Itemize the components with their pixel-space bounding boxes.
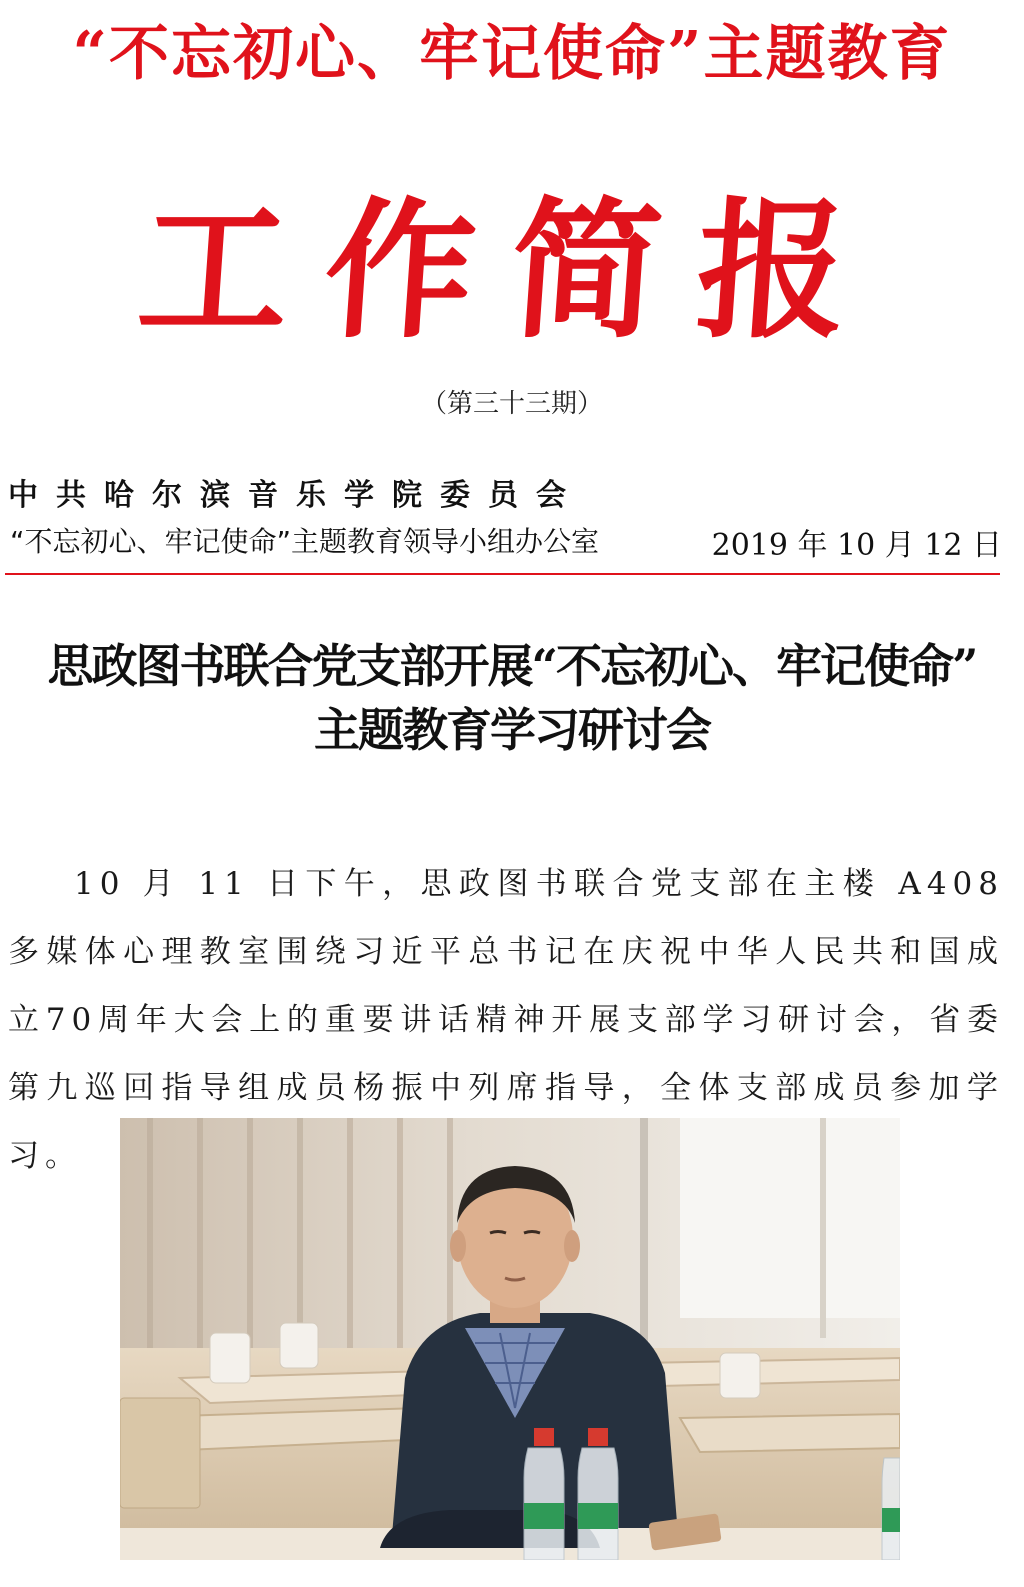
water-bottle: [578, 1428, 618, 1560]
topic-banner: “不忘初心、牢记使命”主题教育: [72, 19, 952, 89]
article-photo: [120, 1118, 900, 1560]
masthead-title: 工作简报: [132, 183, 890, 359]
issue-date: 2019 年 10 月 12 日: [711, 528, 1002, 563]
issuer-organization: 中共哈尔滨音乐学院委员会: [8, 478, 584, 513]
headline-line-2: 主题教育学习研讨会: [314, 703, 710, 757]
water-bottle: [524, 1428, 564, 1560]
headline-line-1: 思政图书联合党支部开展“不忘初心、牢记使命”: [47, 639, 977, 693]
issue-number: （第三十三期）: [420, 389, 603, 419]
water-bottle: [882, 1458, 900, 1560]
article-paragraph: 10 月 11 日下午，思政图书联合党支部在主楼 A408 多媒体心理教室围绕习近平总书记在庆祝中华人民共和国成立70周年大会上的重要讲话精神开展支部学习研讨会，省委第九巡回指导组成员杨振中列席指导，全体支部成员参加学习。: [8, 866, 1004, 1174]
red-divider: [5, 573, 1000, 575]
article-headline: [0, 634, 1024, 762]
photo-illustration: [120, 1118, 900, 1560]
issuer-office: “不忘初心、牢记使命”主题教育领导小组办公室: [10, 525, 600, 558]
